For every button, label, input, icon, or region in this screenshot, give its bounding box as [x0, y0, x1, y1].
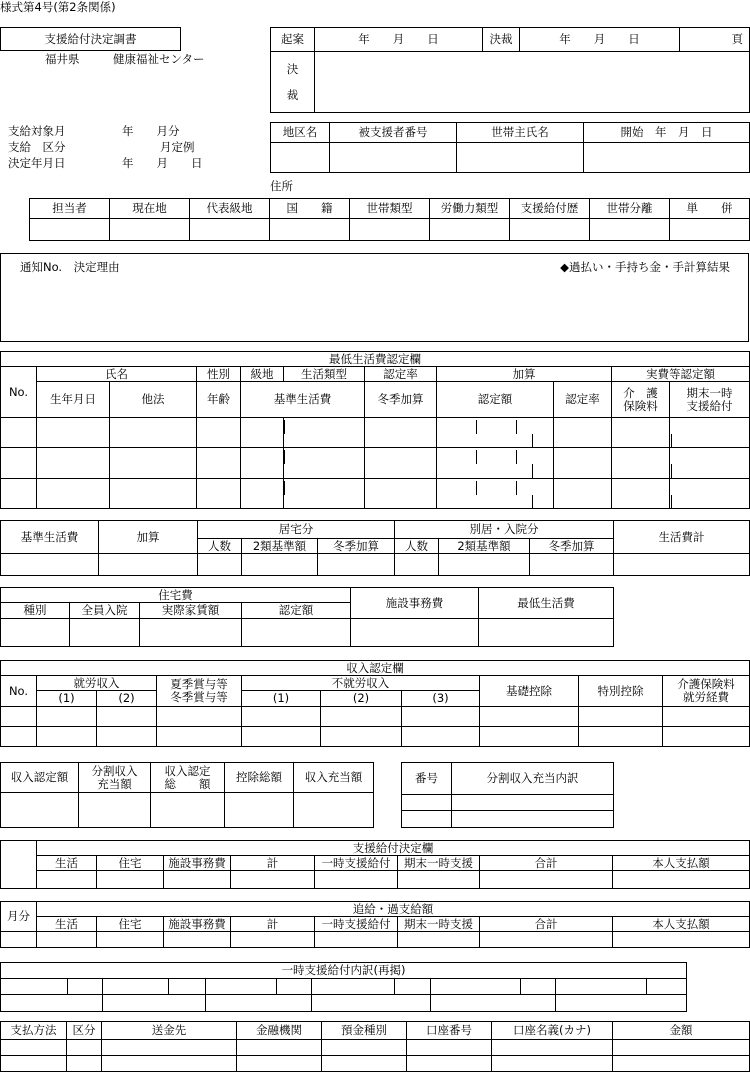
- labor-type-header: 労働力類型: [430, 199, 510, 219]
- pay-category-header: 区分: [67, 1022, 102, 1040]
- single-combined-header: 単 併: [670, 199, 750, 219]
- category-value: 月定例: [160, 140, 195, 154]
- income-title: 収入認定欄: [1, 661, 750, 676]
- winter-header: 冬季加算: [365, 382, 437, 418]
- notice-label: 通知No. 決定理由: [20, 260, 120, 274]
- temporary-title: 一時支援給付内訳(再掲): [1, 963, 687, 979]
- period-support-header: [670, 382, 750, 418]
- approval-stamp-area: [315, 52, 750, 113]
- period-line2: 支援給付: [686, 398, 733, 413]
- home-type2: 2類基準額: [242, 539, 318, 554]
- work-n2: (2): [97, 691, 157, 707]
- pay-method-header: 支払方法: [1, 1022, 67, 1040]
- gender-header: 性別: [197, 367, 241, 382]
- living-type-header: 生活類型: [284, 367, 365, 382]
- grade-header: 級地: [241, 367, 284, 382]
- rate-header: 認定率: [365, 367, 437, 382]
- ext-temporary: 一時支援給付: [315, 917, 398, 932]
- target-month-label: 支給対象月: [8, 124, 66, 138]
- number-header: 番号: [402, 763, 452, 795]
- age-header: 年齢: [197, 382, 241, 418]
- ketsusai-vertical: [271, 52, 315, 113]
- sai-char: 裁: [286, 88, 299, 102]
- actual-cost-header: 実費等認定額: [612, 367, 750, 382]
- account-number-header: 口座番号: [407, 1022, 492, 1040]
- notice-right-label: ◆過払い・手持ち金・手計算結果: [560, 260, 730, 274]
- care-insurance: 介護保険料: [677, 677, 735, 691]
- decision-table: [0, 840, 750, 889]
- min-living-cost-header: 最低生活費: [479, 588, 614, 619]
- ketsu-char: 決: [286, 62, 299, 76]
- nonwork-n3: (3): [402, 691, 480, 707]
- other-law-header: 他法: [110, 382, 197, 418]
- care-line1: 介 護: [623, 385, 658, 400]
- kian-label: 起案: [271, 28, 315, 52]
- work-n1: (1): [37, 691, 97, 707]
- base-summary-table: [0, 520, 750, 576]
- target-month-value: 年 月分: [122, 124, 180, 138]
- household-type-header: 世帯類型: [350, 199, 430, 219]
- ketsusai-date: 年 月 日: [520, 28, 680, 52]
- center-name: 健康福祉センター: [113, 52, 205, 66]
- address-label: 住所: [270, 179, 293, 193]
- addition-header: 加算: [99, 521, 198, 554]
- page-label: 頁: [680, 28, 750, 52]
- living-total-header: 生活費計: [614, 521, 750, 554]
- document-title: 支援給付決定調書: [44, 32, 137, 46]
- rate2-header: 認定率: [554, 382, 612, 418]
- ext-total: 合計: [480, 917, 613, 932]
- ketsusai-label: 決裁: [483, 28, 520, 52]
- min-living-title: 最低生活費認定欄: [1, 352, 750, 367]
- start-date-header: 開始 年 月 日: [584, 123, 750, 143]
- household-separation-header: 世帯分離: [590, 199, 670, 219]
- recognized-amount-header: 認定額: [437, 382, 554, 418]
- deposit-type-header: 預金種別: [322, 1022, 407, 1040]
- decision-date-label: 決定年月日: [8, 156, 66, 170]
- dec-facility: 施設事務費: [164, 856, 231, 871]
- ext-period: 期末一時支援: [398, 917, 480, 932]
- bonus-winter: 冬季賞与等: [170, 690, 228, 704]
- prefecture: 福井県: [45, 52, 80, 66]
- dec-self-pay: 本人支払額: [613, 856, 750, 871]
- split-detail-table: [401, 762, 614, 828]
- split-income-header: [79, 763, 151, 793]
- split-line2: 充当額: [97, 776, 132, 791]
- nationality-header: 国 籍: [270, 199, 350, 219]
- amount-header: 金額: [613, 1022, 750, 1040]
- recipient-number-header: 被支援者番号: [330, 123, 457, 143]
- care-insurance-header: [612, 382, 670, 418]
- name-header: 氏名: [37, 367, 197, 382]
- housing-amount: 認定額: [242, 603, 351, 619]
- work-expense: 就労経費: [683, 690, 730, 704]
- income-no-header: No.: [1, 676, 37, 707]
- separate-header: 別居・入院分: [395, 521, 614, 539]
- dec-living: 生活: [37, 856, 97, 871]
- sep-type2: 2類基準額: [439, 539, 530, 554]
- total-line2: 総 額: [164, 776, 211, 791]
- income-total-header: [151, 763, 225, 793]
- basic-deduction-header: 基礎控除: [480, 676, 579, 707]
- base-living-header: 基準生活費: [241, 382, 365, 418]
- staff-table: [29, 198, 750, 241]
- sep-people: 人数: [395, 539, 439, 554]
- split-line1: 分割収入: [91, 763, 138, 778]
- decision-side: [1, 841, 37, 889]
- dec-total: 合計: [480, 856, 613, 871]
- staff-header: 担当者: [30, 199, 110, 219]
- dec-temporary: 一時支援給付: [315, 856, 398, 871]
- ext-facility: 施設事務費: [164, 917, 231, 932]
- householder-header: 世帯主氏名: [457, 123, 584, 143]
- district-table: [270, 122, 750, 173]
- split-detail-header: 分割収入充当内訳: [452, 763, 614, 795]
- housing-kind: 種別: [1, 603, 70, 619]
- housing-table: [0, 587, 614, 647]
- care-work-header: [663, 676, 750, 707]
- dec-subtotal: 計: [231, 856, 315, 871]
- dec-period: 期末一時支援: [398, 856, 480, 871]
- kian-date: 年 月 日: [315, 28, 483, 52]
- home-winter: 冬季加算: [318, 539, 395, 554]
- month-label: 月分: [1, 902, 37, 932]
- facility-fee-header: 施設事務費: [351, 588, 479, 619]
- bonus-header: [157, 676, 242, 707]
- account-name-header: 口座名義(カナ): [492, 1022, 613, 1040]
- deduction-total-header: 控除総額: [225, 763, 294, 793]
- housing-rent: 実際家賃額: [140, 603, 242, 619]
- dec-housing: 住宅: [97, 856, 164, 871]
- birth-header: 生年月日: [37, 382, 110, 418]
- support-history-header: 支援給付歴: [510, 199, 590, 219]
- home-header: 居宅分: [198, 521, 395, 539]
- nonwork-n2: (2): [321, 691, 402, 707]
- income-applied-header: 収入充当額: [294, 763, 374, 793]
- income-table: [0, 660, 750, 747]
- extra-payment-table: [0, 901, 750, 948]
- ext-self-pay: 本人支払額: [613, 917, 750, 932]
- period-line1: 期末一時: [686, 385, 733, 400]
- temporary-table: [0, 962, 687, 1012]
- sep-winter: 冬季加算: [530, 539, 614, 554]
- nonwork-income-header: 不就労収入: [242, 676, 480, 691]
- ext-living: 生活: [37, 917, 97, 932]
- base-living-header: 基準生活費: [1, 521, 99, 554]
- ext-subtotal: 計: [231, 917, 315, 932]
- special-deduction-header: 特別控除: [579, 676, 663, 707]
- min-living-table: [0, 351, 750, 509]
- category-label: 支給 区分: [8, 140, 66, 154]
- work-income-header: 就労収入: [37, 676, 157, 691]
- decision-title: 支援給付決定欄: [37, 841, 750, 856]
- remit-to-header: 送金先: [102, 1022, 237, 1040]
- title-box: [0, 27, 181, 51]
- district-header: 地区名: [271, 123, 330, 143]
- approval-table: [270, 27, 750, 113]
- notice-box: [0, 253, 749, 342]
- extra-title: 追給・過支給額: [37, 902, 750, 917]
- location-header: 現在地: [110, 199, 190, 219]
- decision-date-value: 年 月 日: [122, 156, 203, 170]
- grade-header: 代表級地: [190, 199, 270, 219]
- ext-housing: 住宅: [97, 917, 164, 932]
- recognized-income-header: 収入認定額: [1, 763, 79, 793]
- care-line2: 保険料: [623, 398, 658, 413]
- total-line1: 収入認定: [164, 763, 211, 778]
- form-id: 様式第4号(第2条関係): [0, 0, 116, 14]
- nonwork-n1: (1): [242, 691, 321, 707]
- payment-table: [0, 1021, 750, 1072]
- addition-header: 加算: [437, 367, 612, 382]
- no-header: No.: [1, 367, 37, 418]
- bonus-summer: 夏季賞与等: [170, 677, 228, 691]
- bank-header: 金融機関: [237, 1022, 322, 1040]
- housing-title: 住宅費: [1, 588, 351, 603]
- home-people: 人数: [198, 539, 242, 554]
- income-summary-table: [0, 762, 374, 828]
- housing-all: 全員入院: [70, 603, 140, 619]
